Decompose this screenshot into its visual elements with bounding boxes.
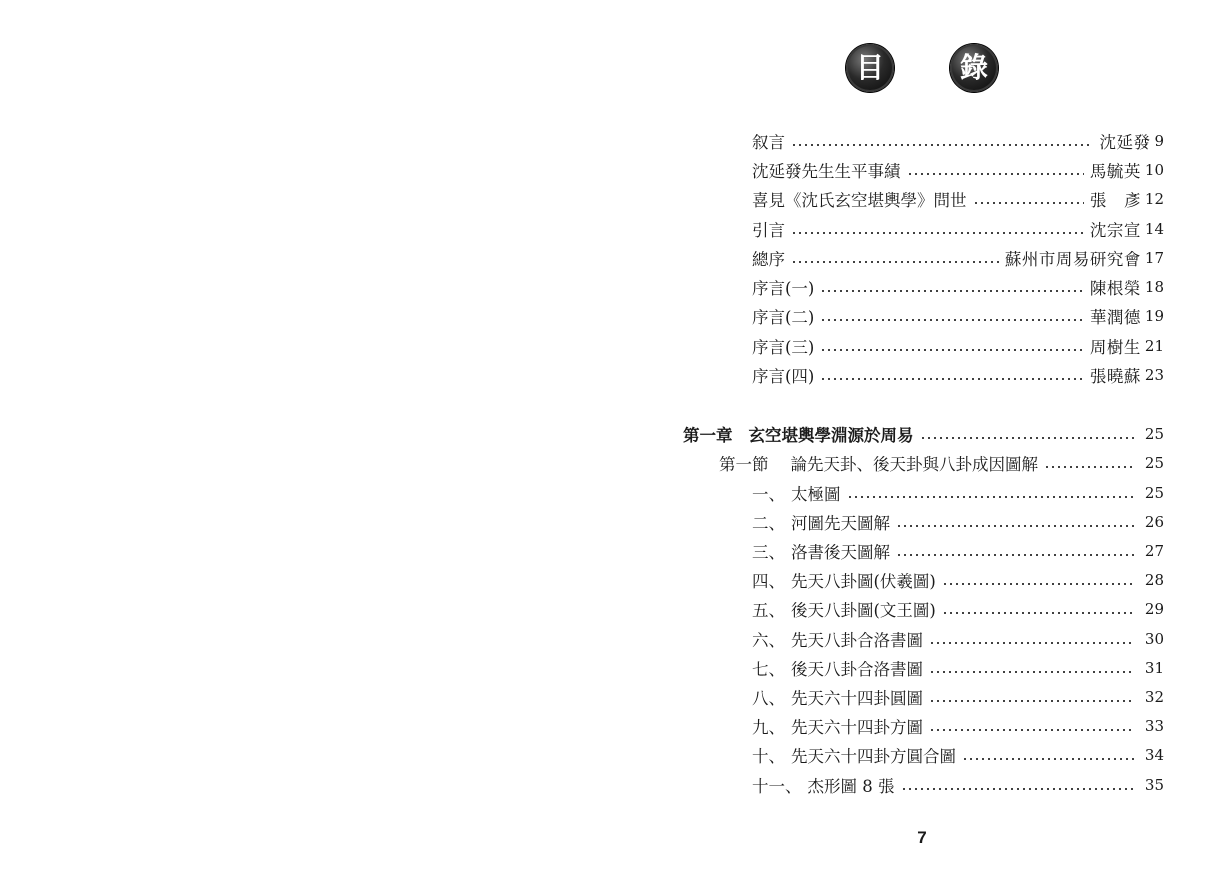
leader-dots xyxy=(901,773,1135,797)
item-title: 後天八卦圖(文王圖) xyxy=(791,601,936,620)
section-page: 25 xyxy=(1144,454,1164,472)
item-title: 洛書後天圖解 xyxy=(791,543,890,562)
title-char-1: 目 xyxy=(855,51,884,84)
toc-entry[interactable] xyxy=(752,158,1164,182)
leader-dots xyxy=(791,129,1093,153)
leader-dots xyxy=(929,714,1135,738)
toc-item[interactable] xyxy=(752,539,1164,563)
toc-entry-page: 18 xyxy=(1144,278,1164,296)
title-badge-lu xyxy=(950,44,998,92)
item-number: 七、 xyxy=(752,660,785,679)
section-number: 第一節 xyxy=(719,455,769,474)
toc-entry-author: 沈延發 xyxy=(1099,133,1151,152)
toc-item[interactable] xyxy=(752,685,1164,709)
item-page: 27 xyxy=(1144,542,1164,560)
item-title: 太極圖 xyxy=(791,485,841,504)
item-number: 十一、 xyxy=(752,777,802,796)
leader-dots xyxy=(847,481,1135,505)
leader-dots xyxy=(962,743,1135,767)
item-page: 30 xyxy=(1144,630,1164,648)
toc-entry-author: 蘇州市周易研究會 xyxy=(1004,250,1141,269)
toc-entry-author: 張 彥 xyxy=(1089,191,1141,210)
item-number: 六、 xyxy=(752,631,785,650)
toc-entry[interactable] xyxy=(752,304,1164,328)
toc-entry-page: 23 xyxy=(1144,366,1164,384)
title-char-2: 錄 xyxy=(959,51,988,84)
toc-entry-title: 序言(四) xyxy=(752,367,815,386)
item-number: 四、 xyxy=(752,572,785,591)
toc-entry-title: 引言 xyxy=(752,221,785,240)
leader-dots xyxy=(896,539,1135,563)
toc-entry-author: 陳根榮 xyxy=(1089,279,1141,298)
item-title: 先天八卦圖(伏羲圖) xyxy=(791,572,936,591)
toc-section[interactable] xyxy=(719,451,1164,475)
leader-dots xyxy=(1044,451,1135,475)
chapter-page: 25 xyxy=(1144,425,1164,443)
toc-item[interactable] xyxy=(752,597,1164,621)
toc-entry-title: 序言(一) xyxy=(752,279,815,298)
toc-entry-title: 沈延發先生生平事績 xyxy=(752,162,901,181)
chapter-number: 第一章 xyxy=(683,426,733,445)
item-page: 29 xyxy=(1144,600,1164,618)
item-page: 34 xyxy=(1144,746,1164,764)
toc-item[interactable] xyxy=(752,568,1164,592)
leader-dots xyxy=(973,187,1084,211)
toc-entry-author: 華潤德 xyxy=(1089,308,1141,327)
leader-dots xyxy=(820,275,1084,299)
toc-entry-title: 喜見《沈氏玄空堪輿學》問世 xyxy=(752,191,967,210)
toc-entry-page: 21 xyxy=(1144,337,1164,355)
item-number: 三、 xyxy=(752,543,785,562)
leader-dots xyxy=(920,422,1135,446)
item-number: 五、 xyxy=(752,601,785,620)
page-number: 7 xyxy=(917,828,927,847)
toc-entry-page: 10 xyxy=(1144,161,1164,179)
leader-dots xyxy=(929,627,1135,651)
leader-dots xyxy=(942,597,1135,621)
toc-entry[interactable] xyxy=(752,246,1164,270)
leader-dots xyxy=(820,334,1084,358)
toc-item[interactable] xyxy=(752,481,1164,505)
leader-dots xyxy=(929,656,1135,680)
toc-entry-title: 叙言 xyxy=(752,133,785,152)
item-number: 一、 xyxy=(752,485,785,504)
leader-dots xyxy=(907,158,1084,182)
item-title: 先天六十四卦方圓合圖 xyxy=(791,747,956,766)
chapter-title: 玄空堪輿學淵源於周易 xyxy=(748,426,914,445)
toc-entry-author: 張曉蘇 xyxy=(1089,367,1141,386)
item-title: 先天六十四卦方圖 xyxy=(791,718,923,737)
item-title: 先天八卦合洛書圖 xyxy=(791,631,923,650)
item-title: 先天六十四卦圓圖 xyxy=(791,689,923,708)
item-number: 八、 xyxy=(752,689,785,708)
toc-entry-page: 19 xyxy=(1144,307,1164,325)
leader-dots xyxy=(942,568,1135,592)
toc-entry[interactable] xyxy=(752,129,1164,153)
toc-entry-author: 周樹生 xyxy=(1089,338,1141,357)
leader-dots xyxy=(791,246,999,270)
toc-entry[interactable] xyxy=(752,217,1164,241)
toc-entry-page: 14 xyxy=(1144,220,1164,238)
title-badge-mu xyxy=(846,44,894,92)
leader-dots xyxy=(791,217,1084,241)
item-page: 26 xyxy=(1144,513,1164,531)
toc-entry[interactable] xyxy=(752,187,1164,211)
toc-entry-page: 12 xyxy=(1144,190,1164,208)
item-page: 28 xyxy=(1144,571,1164,589)
toc-entry-page: 9 xyxy=(1154,132,1164,150)
toc-item[interactable] xyxy=(752,773,1164,797)
toc-entry[interactable] xyxy=(752,334,1164,358)
toc-entry[interactable] xyxy=(752,363,1164,387)
leader-dots xyxy=(820,363,1084,387)
toc-item[interactable] xyxy=(752,714,1164,738)
item-title: 河圖先天圖解 xyxy=(791,514,890,533)
item-number: 二、 xyxy=(752,514,785,533)
toc-item[interactable] xyxy=(752,627,1164,651)
item-page: 35 xyxy=(1144,776,1164,794)
toc-chapter[interactable] xyxy=(683,422,1164,446)
leader-dots xyxy=(820,304,1084,328)
toc-entry-author: 馬毓英 xyxy=(1089,162,1141,181)
toc-entry-title: 序言(三) xyxy=(752,338,815,357)
item-page: 32 xyxy=(1144,688,1164,706)
item-title: 後天八卦合洛書圖 xyxy=(791,660,923,679)
toc-entry-title: 序言(二) xyxy=(752,308,815,327)
toc-item[interactable] xyxy=(752,743,1164,767)
item-page: 33 xyxy=(1144,717,1164,735)
leader-dots xyxy=(929,685,1135,709)
toc-item[interactable] xyxy=(752,510,1164,534)
toc-entry-author: 沈宗宣 xyxy=(1089,221,1141,240)
item-number: 九、 xyxy=(752,718,785,737)
item-page: 31 xyxy=(1144,659,1164,677)
item-title: 杰形圖 8 張 xyxy=(807,777,895,796)
toc-entry-page: 17 xyxy=(1144,249,1164,267)
item-page: 25 xyxy=(1144,484,1164,502)
section-title: 論先天卦、後天卦與八卦成因圖解 xyxy=(790,455,1038,474)
toc-entry[interactable] xyxy=(752,275,1164,299)
toc-entry-title: 總序 xyxy=(752,250,785,269)
leader-dots xyxy=(896,510,1135,534)
toc-item[interactable] xyxy=(752,656,1164,680)
item-number: 十、 xyxy=(752,747,785,766)
